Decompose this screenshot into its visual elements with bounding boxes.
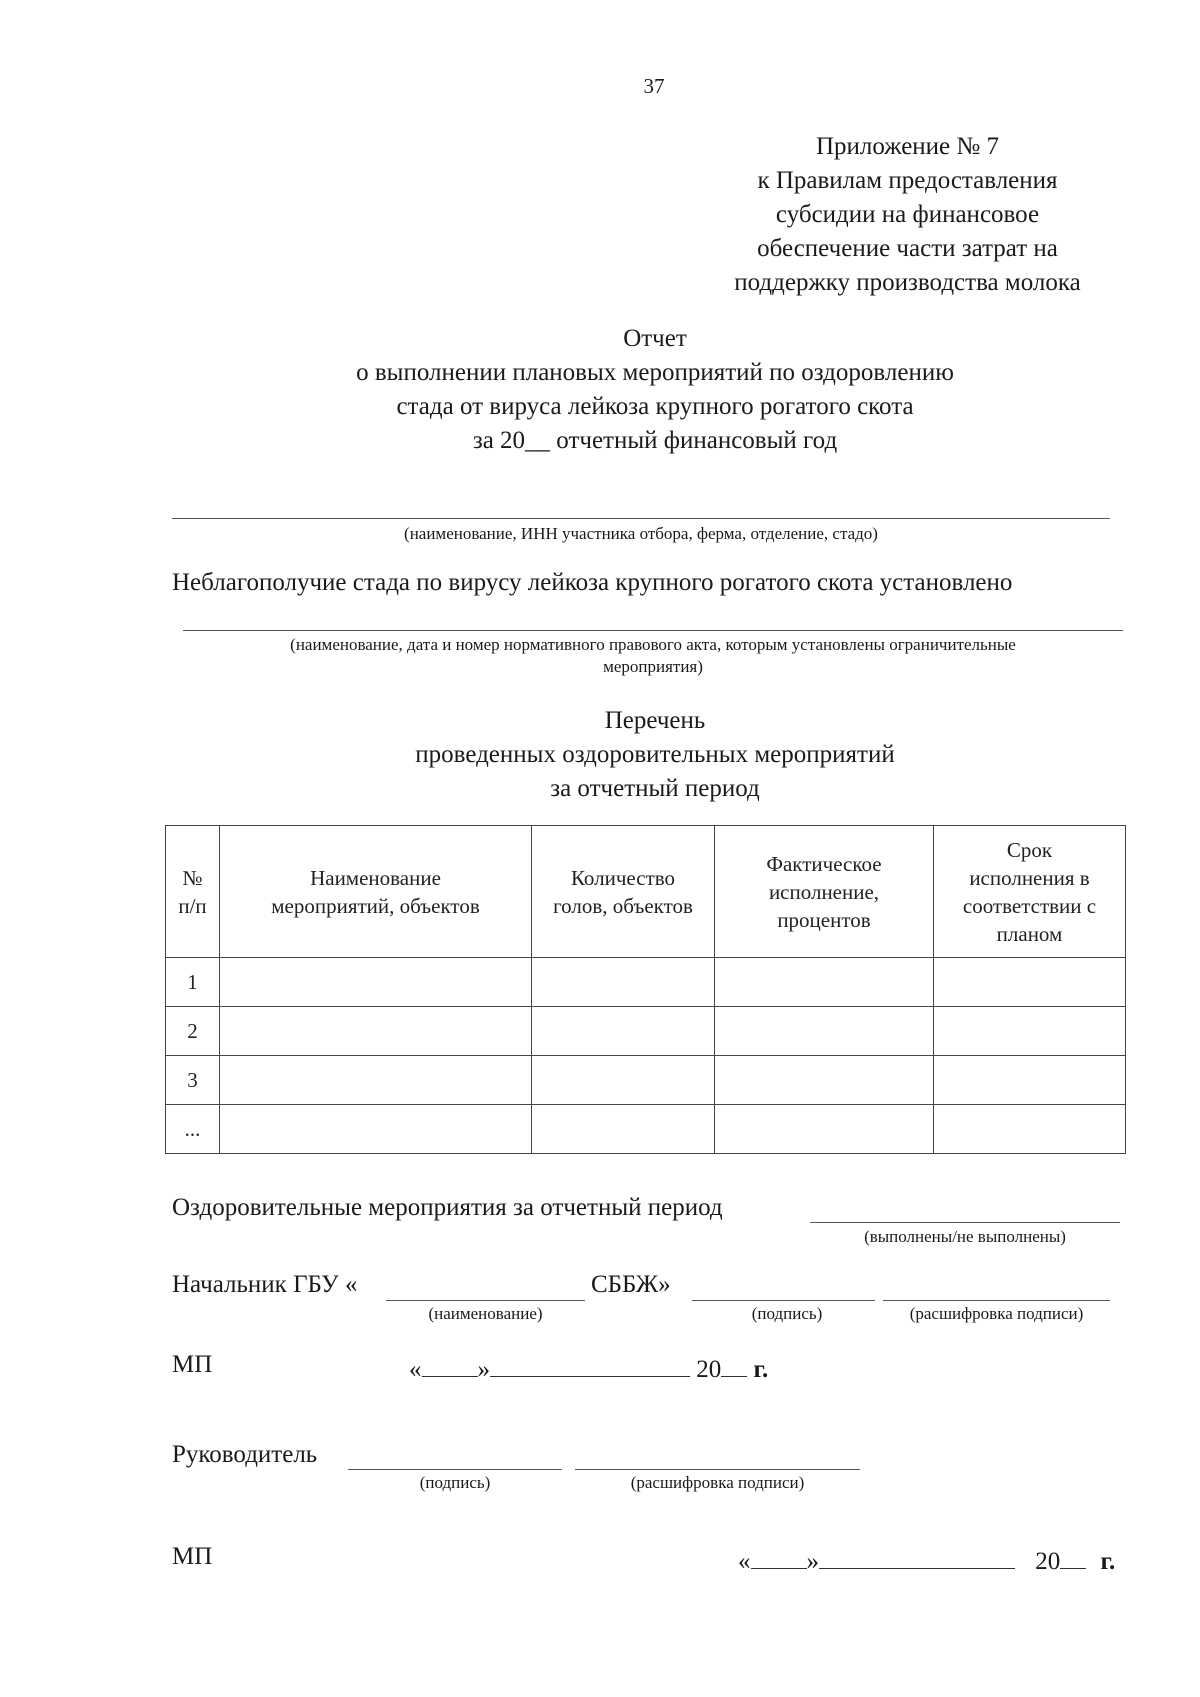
- head-signature-caption: (подпись): [419, 1473, 491, 1492]
- report-title-line: за 20__ отчетный финансовый год: [472, 427, 838, 454]
- report-title-line: о выполнении плановых мероприятий по оздоровлению: [356, 359, 954, 386]
- date-close-quote: »: [477, 1356, 490, 1383]
- list-title: [300, 704, 1010, 806]
- stamp-place-1: МП: [172, 1351, 213, 1378]
- head-decoding-caption: (расшифровка подписи): [630, 1473, 805, 1492]
- table-cell[interactable]: [934, 958, 1126, 1007]
- date-open-quote: «: [738, 1548, 751, 1575]
- date-year-field[interactable]: [1060, 1542, 1086, 1569]
- table-cell[interactable]: [934, 1105, 1126, 1154]
- table-cell[interactable]: [532, 1105, 715, 1154]
- date-line-2: [738, 1542, 1115, 1577]
- table-cell[interactable]: [532, 958, 715, 1007]
- table-cell[interactable]: [934, 1056, 1126, 1105]
- chief-name-caption: (наименование): [428, 1304, 543, 1323]
- table-cell[interactable]: [934, 1007, 1126, 1056]
- date-month-field[interactable]: [819, 1542, 1015, 1569]
- table-cell-number: 2: [166, 1007, 220, 1056]
- table-cell[interactable]: [220, 1007, 532, 1056]
- table-row: [166, 1056, 1126, 1105]
- act-field-line[interactable]: [183, 630, 1123, 631]
- participant-caption: (наименование, ИНН участника отбора, ферма, отделение, стадо): [404, 524, 878, 543]
- date-open-quote: «: [409, 1356, 422, 1383]
- stamp-place-2: МП: [172, 1543, 213, 1570]
- table-cell-number: ...: [166, 1105, 220, 1154]
- date-line-1: [409, 1350, 768, 1385]
- table-cell[interactable]: [220, 958, 532, 1007]
- chief-prefix: Начальник ГБУ «: [172, 1271, 358, 1298]
- header-line: исполнения в: [969, 865, 1090, 890]
- trouble-statement: Неблагополучие стада по вирусу лейкоза крупного рогатого скота установлено: [172, 569, 1013, 596]
- header-line: планом: [996, 921, 1063, 946]
- appendix-title: Приложение № 7: [815, 133, 1000, 160]
- head-decoding-field-line[interactable]: [575, 1469, 860, 1470]
- date-year-suffix: г.: [1100, 1548, 1116, 1575]
- chief-decoding-field-line[interactable]: [883, 1300, 1110, 1301]
- completion-field-line[interactable]: [810, 1222, 1120, 1223]
- table-cell[interactable]: [532, 1056, 715, 1105]
- date-year-prefix: 20: [696, 1356, 722, 1383]
- header-line: процентов: [777, 907, 871, 932]
- appendix-line: субсидии на финансовое: [775, 201, 1040, 228]
- table-cell[interactable]: [715, 1007, 934, 1056]
- act-caption-line: (наименование, дата и номер нормативного правового акта, которым установлены ограничительные: [290, 635, 1016, 654]
- table-cell[interactable]: [220, 1105, 532, 1154]
- table-cell-number: 3: [166, 1056, 220, 1105]
- list-title-line: Перечень: [604, 707, 706, 734]
- header-line: мероприятий, объектов: [271, 893, 480, 918]
- appendix-line: обеспечение части затрат на: [757, 235, 1058, 262]
- participant-field-line[interactable]: [172, 518, 1110, 519]
- head-label: Руководитель: [172, 1441, 318, 1468]
- header-line: Фактическое: [766, 851, 882, 876]
- table-cell[interactable]: [715, 1056, 934, 1105]
- head-signature-field-line[interactable]: [348, 1469, 562, 1470]
- table-row: [166, 1007, 1126, 1056]
- header-quantity: [532, 826, 715, 958]
- table-cell-number: 1: [166, 958, 220, 1007]
- header-event-name: [220, 826, 532, 958]
- header-line: соответствии с: [962, 893, 1097, 918]
- appendix-block: [700, 130, 1115, 300]
- table-row: [166, 1105, 1126, 1154]
- completion-label: Оздоровительные мероприятия за отчетный период: [172, 1194, 723, 1221]
- header-deadline: [934, 826, 1126, 958]
- table-cell[interactable]: [532, 1007, 715, 1056]
- table-cell[interactable]: [715, 1105, 934, 1154]
- chief-signature-field-line[interactable]: [692, 1300, 875, 1301]
- page-number: 37: [643, 74, 665, 98]
- table-row: [166, 958, 1126, 1007]
- header-line: №: [182, 865, 203, 890]
- table-cell[interactable]: [220, 1056, 532, 1105]
- events-table: [165, 825, 1126, 1154]
- list-title-line: за отчетный период: [550, 775, 760, 802]
- date-year-suffix: г.: [753, 1356, 769, 1383]
- table-cell[interactable]: [715, 958, 934, 1007]
- header-line: исполнение,: [768, 879, 880, 904]
- header-line: Срок: [1006, 837, 1053, 862]
- list-title-line: проведенных оздоровительных мероприятий: [415, 741, 895, 768]
- completion-caption: (выполнены/не выполнены): [864, 1227, 1066, 1246]
- header-number: [166, 826, 220, 958]
- chief-signature-caption: (подпись): [751, 1304, 823, 1323]
- chief-suffix: СББЖ»: [591, 1271, 671, 1298]
- header-line: п/п: [178, 893, 207, 918]
- act-caption-line: мероприятия): [603, 657, 703, 676]
- date-close-quote: »: [806, 1548, 819, 1575]
- header-line: Количество: [570, 865, 676, 890]
- appendix-line: поддержку производства молока: [734, 269, 1081, 296]
- date-year-prefix: 20: [1035, 1548, 1061, 1575]
- header-line: голов, объектов: [553, 893, 693, 918]
- act-caption: [183, 634, 1123, 678]
- chief-name-field-line[interactable]: [386, 1300, 585, 1301]
- date-day-field[interactable]: [751, 1542, 807, 1569]
- report-title-line: Отчет: [623, 325, 687, 352]
- appendix-line: к Правилам предоставления: [757, 167, 1058, 194]
- report-title-line: стада от вируса лейкоза крупного рогатого скота: [396, 393, 914, 420]
- date-year-field[interactable]: [721, 1350, 747, 1377]
- table-header-row: [166, 826, 1126, 958]
- header-line: Наименование: [310, 865, 441, 890]
- date-day-field[interactable]: [422, 1350, 478, 1377]
- report-title: [250, 322, 1060, 458]
- chief-decoding-caption: (расшифровка подписи): [909, 1304, 1084, 1323]
- header-actual-execution: [715, 826, 934, 958]
- date-month-field[interactable]: [490, 1350, 690, 1377]
